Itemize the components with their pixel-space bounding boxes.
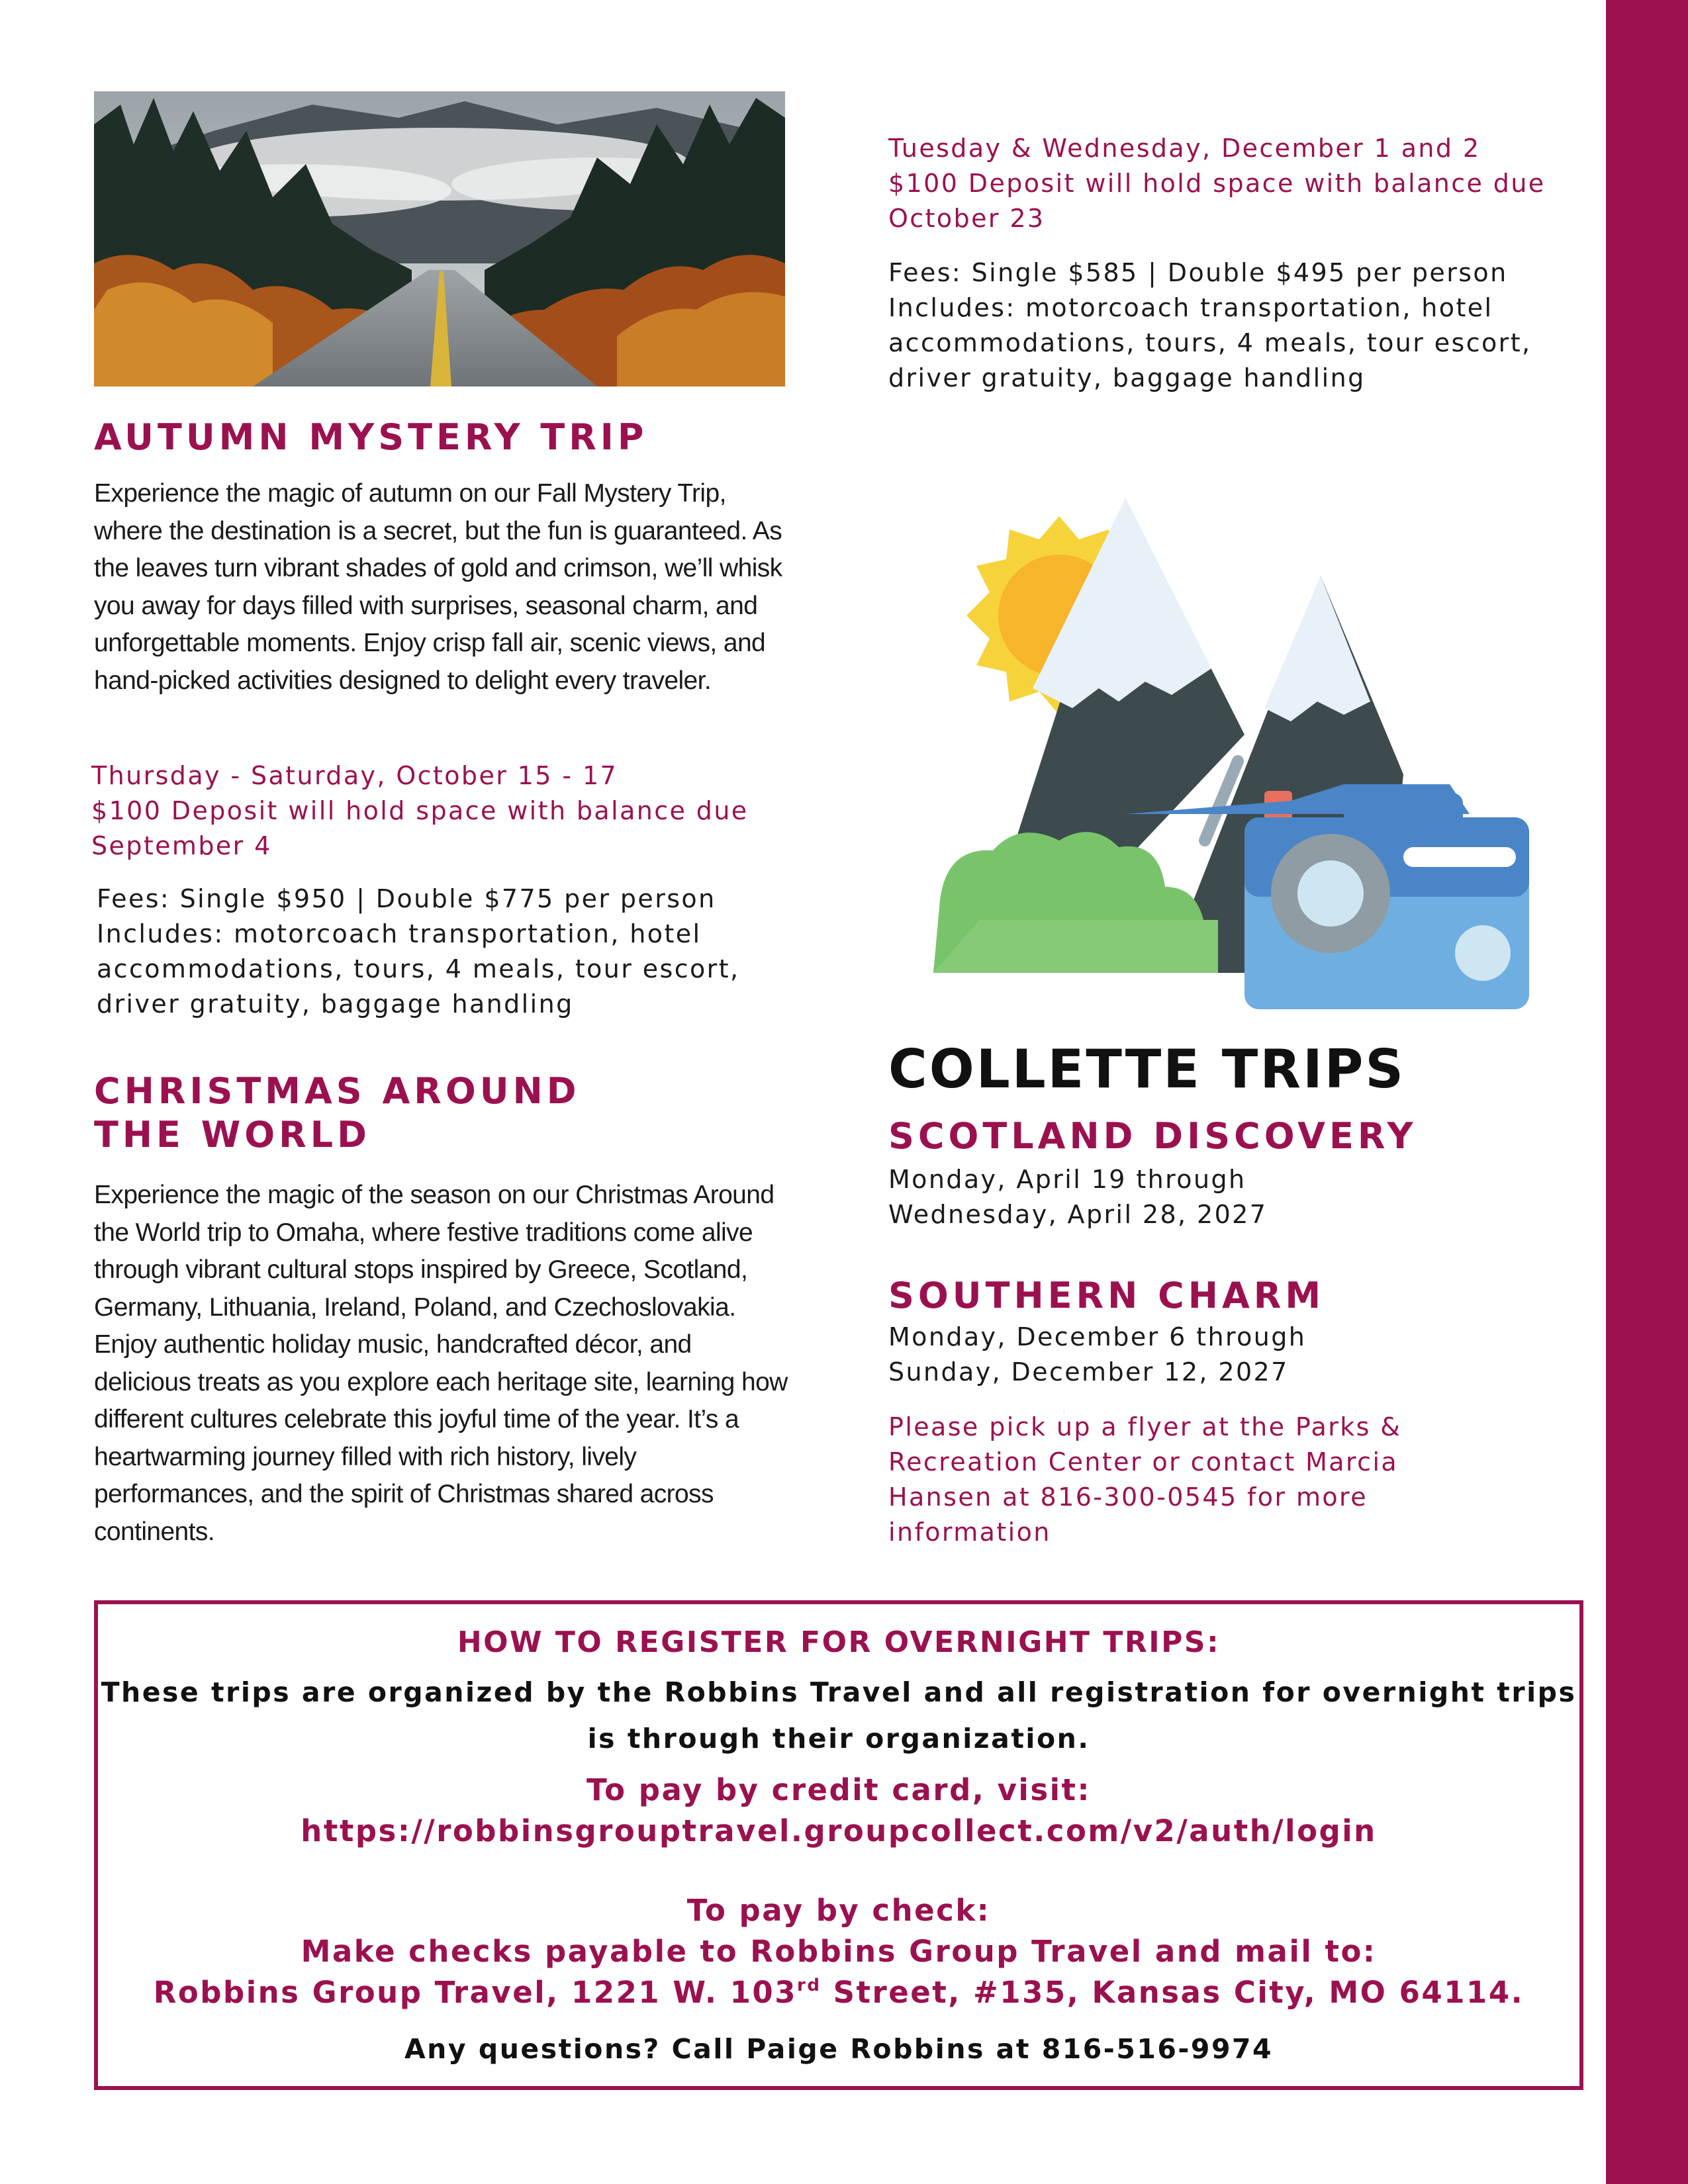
- address-superscript: rd: [797, 1976, 821, 1995]
- christmas-title-line1: CHRISTMAS AROUND: [94, 1070, 581, 1112]
- christmas-includes-2: accommodations, tours, 4 meals, tour escort,: [888, 328, 1532, 357]
- autumn-trip-title: AUTUMN MYSTERY TRIP: [94, 416, 648, 458]
- southern-charm-dates: [888, 1320, 1306, 1390]
- credit-card-url[interactable]: https://robbinsgrouptravel.groupcollect.com/v2/auth/login: [301, 1813, 1377, 1848]
- autumn-fees: Fees: Single $950 | Double $775 per person: [97, 884, 716, 913]
- autumn-includes-2: accommodations, tours, 4 meals, tour escort,: [97, 954, 740, 983]
- autumn-trip-fees: [97, 882, 739, 1022]
- sidebar-band: [1606, 0, 1688, 2184]
- southern-dates-1: Monday, December 6 through: [888, 1322, 1307, 1351]
- southern-charm-title: SOUTHERN CHARM: [888, 1275, 1325, 1316]
- scotland-discovery-dates: [888, 1162, 1267, 1232]
- christmas-fees: Fees: Single $585 | Double $495 per person: [888, 258, 1508, 287]
- autumn-trip-description: Experience the magic of autumn on our Fall Mystery Trip, where the destination is a secret, but the fun is guaranteed. As the leaves turn vibrant shades of gold and crimson, we’ll whisk you away for days filled with surprises, seasonal charm, and unforgettable moments. Enjoy crisp fall air, scenic views, and hand-picked activities designed to delight every traveler.: [94, 479, 782, 695]
- collette-trips-title: COLLETTE TRIPS: [888, 1038, 1405, 1100]
- christmas-trip-fees: [888, 255, 1531, 396]
- mountains-sun-camera-icon: [920, 490, 1536, 1013]
- check-payable: Make checks payable to Robbins Group Travel and mail to:: [301, 1934, 1377, 1969]
- southern-dates-2: Sunday, December 12, 2027: [888, 1357, 1289, 1387]
- register-body: [98, 1669, 1579, 1762]
- christmas-title-line2: THE WORLD: [94, 1114, 371, 1156]
- autumn-includes-3: driver gratuity, baggage handling: [97, 989, 574, 1019]
- christmas-balance-due: October 23: [888, 204, 1045, 233]
- flyer-line-1: Please pick up a flyer at the Parks &: [888, 1412, 1402, 1441]
- christmas-deposit: $100 Deposit will hold space with balance due: [888, 169, 1546, 198]
- scotland-dates-1: Monday, April 19 through: [888, 1165, 1246, 1194]
- christmas-trip-title: [94, 1069, 581, 1157]
- check-label: To pay by check:: [686, 1893, 991, 1928]
- autumn-balance-due: September 4: [91, 831, 272, 860]
- register-body-line1: These trips are organized by the Robbins Travel and all registration for overnight trips: [101, 1676, 1577, 1708]
- autumn-includes-1: Includes: motorcoach transportation, hotel: [97, 919, 702, 948]
- christmas-dates: Tuesday & Wednesday, December 1 and 2: [888, 134, 1481, 163]
- flyer-contact-note: [888, 1410, 1401, 1550]
- scotland-dates-2: Wednesday, April 28, 2027: [888, 1200, 1268, 1229]
- christmas-trip-dates-deposit: [888, 131, 1546, 236]
- scotland-discovery-title: SCOTLAND DISCOVERY: [888, 1115, 1417, 1157]
- autumn-deposit: $100 Deposit will hold space with balance due: [91, 796, 749, 825]
- christmas-includes-3: driver gratuity, baggage handling: [888, 363, 1366, 392]
- registration-info-box: [94, 1600, 1583, 2090]
- mailing-address: [98, 1972, 1579, 2013]
- register-body-line2: is through their organization.: [587, 1723, 1090, 1754]
- christmas-includes-1: Includes: motorcoach transportation, hotel: [888, 293, 1493, 322]
- address-part-1: Robbins Group Travel, 1221 W. 103: [153, 1975, 798, 2010]
- forest-road-photo: [94, 91, 785, 387]
- address-part-2: Street, #135, Kansas City, MO 64114.: [821, 1975, 1524, 2010]
- questions-contact: Any questions? Call Paige Robbins at 816-516-9974: [404, 2033, 1274, 2065]
- register-title: HOW TO REGISTER FOR OVERNIGHT TRIPS:: [457, 1625, 1221, 1659]
- christmas-trip-description: Experience the magic of the season on our Christmas Around the World trip to Omaha, where festive traditions come alive through vibrant cultural stops inspired by Greece, Scotland, Germany, Lithuania, Ireland, Poland, and Czechoslovakia. Enjoy authentic holiday music, handcrafted décor, and delicious treats as you explore each heritage site, learning how different cultures celebrate this joyful time of the year. It’s a heartwarming journey filled with rich history, lively performances, and the spirit of Christmas shared across continents.: [94, 1181, 788, 1546]
- flyer-line-3: Hansen at 816-300-0545 for more: [888, 1482, 1368, 1512]
- credit-card-label: To pay by credit card, visit:: [586, 1772, 1092, 1807]
- autumn-trip-dates-deposit: [91, 758, 749, 864]
- autumn-dates: Thursday - Saturday, October 15 - 17: [91, 761, 618, 790]
- flyer-line-4: information: [888, 1518, 1051, 1547]
- flyer-line-2: Recreation Center or contact Marcia: [888, 1447, 1399, 1477]
